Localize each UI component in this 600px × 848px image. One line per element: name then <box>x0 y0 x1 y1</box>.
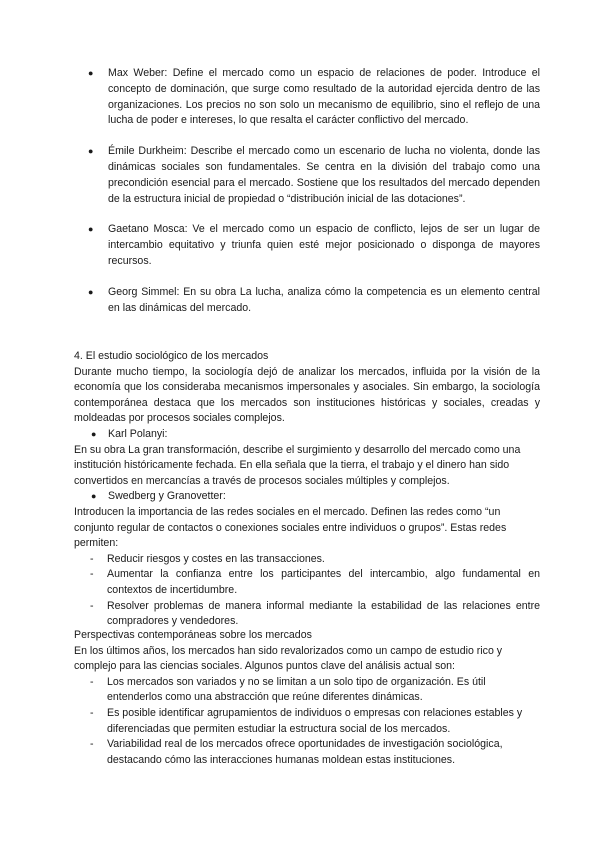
bullet-icon: ● <box>91 491 97 502</box>
bullet-icon: ● <box>88 68 94 78</box>
list-item: - Aumentar la confianza entre los participantes del intercambio, algo fundamental en contextos de incertidumbre. <box>90 568 540 596</box>
author-item-mosca <box>90 222 540 269</box>
swedberg-text: Introducen la importancia de las redes sociales en el mercado. Definen las redes como “un conjunto regular de contactos o conexiones sociales entre individuos o grupos”. Estas redes permiten: <box>74 505 507 550</box>
author-text: Max Weber: Define el mercado como un espacio de relaciones de poder. Introduce el concepto de dominación, que surge como resultado de la autoridad ejercida dentro de las organizaciones. Los precios no son solo un mecanismo de equilibrio, sino el reflejo de una lucha de poder e intereses, lo que resalta el carácter conflictivo del mercado. <box>108 67 540 127</box>
bullet-icon: ● <box>91 428 97 439</box>
polanyi-label: Karl Polanyi: <box>108 427 168 440</box>
polanyi-text: En su obra La gran transformación, describe el surgimiento y desarrollo del mercado como una institución históricamente fechada. En ella señala que la tierra, el trabajo y el dinero han sido convertidos en mercancías a través de procesos sociales múltiples y complejos. <box>74 443 521 487</box>
list-item: - Es posible identificar agrupamientos de individuos o empresas con relaciones estables y diferenciadas que permiten estudiar la estructura social de los mercados. <box>90 706 523 735</box>
author-item-simmel <box>90 285 540 317</box>
swedberg-bullet <box>74 489 540 505</box>
dash-icon: - <box>90 738 94 751</box>
swedberg-list <box>74 552 540 630</box>
dash-icon: - <box>90 599 94 612</box>
bullet-icon: ● <box>88 146 94 157</box>
swedberg-label: Swedberg y Granovetter: <box>108 490 226 503</box>
list-item: - Los mercados son variados y no se limitan a un solo tipo de organización. Es útil entenderlos como una abstracción que reúne diferentes dinámicas. <box>90 675 486 704</box>
contemporary-section <box>74 628 540 768</box>
bullet-icon: ● <box>88 224 94 235</box>
list-item: - Variabilidad real de los mercados ofrece oportunidades de investigación sociológica, destacando cómo las interacciones humanas moldean estas instituciones. <box>90 738 503 766</box>
author-text: Émile Durkheim: Describe el mercado como un escenario de lucha no violenta, donde las dinámicas sociales son fundamentales. Se centra en la división del trabajo como una precondición esencial para el mercado. Sostiene que los resultados del mercado dependen de la estructura inicial de propiedad o “distribución inicial de las dotaciones”. <box>108 145 540 205</box>
section-intro: En los últimos años, los mercados han sido revalorizados como un campo de estudio rico y complejo para las ciencias sociales. Algunos puntos clave del análisis actual son: <box>74 644 503 673</box>
dash-icon: - <box>90 675 94 688</box>
dash-icon: - <box>90 552 94 565</box>
section-heading: 4. El estudio sociológico de los mercados <box>74 350 269 362</box>
section-4 <box>74 349 540 630</box>
list-item: - Resolver problemas de manera informal mediante la estabilidad de las relaciones entre compradores y vendedores. <box>90 599 540 628</box>
author-bullet-list <box>90 66 540 331</box>
list-item: - Reducir riesgos y costes en las transacciones. <box>74 552 540 568</box>
author-text: Georg Simmel: En su obra La lucha, analiza cómo la competencia es un elemento central en las dinámicas del mercado. <box>108 285 540 314</box>
dash-icon: - <box>90 568 94 581</box>
section-intro: Durante mucho tiempo, la sociología dejó de analizar los mercados, influida por la visión de la economía que los consideraba mecanismos impersonales y asociales. Sin embargo, la sociología contemporánea destaca que los mercados son instituciones históricas y sociales, creadas y moldeadas por procesos sociales complejos. <box>74 365 540 425</box>
author-item-weber <box>90 66 540 129</box>
dash-icon: - <box>90 706 94 719</box>
contemporary-list <box>74 675 540 769</box>
author-item-durkheim <box>90 144 540 207</box>
author-text: Gaetano Mosca: Ve el mercado como un espacio de conflicto, lejos de ser un lugar de intercambio equitativo y triunfa quien esté mejor posicionado o disponga de mayores recursos. <box>108 223 540 267</box>
section-heading: Perspectivas contemporáneas sobre los mercados <box>74 629 312 641</box>
bullet-icon: ● <box>88 286 94 297</box>
polanyi-bullet <box>74 427 540 443</box>
